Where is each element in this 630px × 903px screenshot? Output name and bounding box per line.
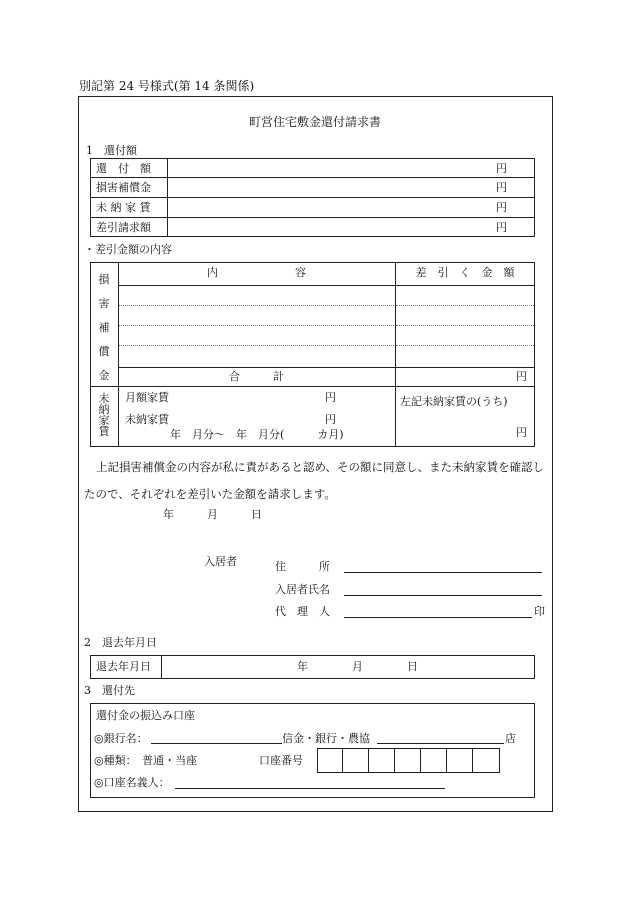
unpaid-period: 年 月分～ 年 月分( カ月) (170, 428, 344, 441)
account-digit-box[interactable] (472, 748, 500, 773)
account-digit-box[interactable] (368, 748, 395, 773)
deduction-heading: ・差引金額の内容 (84, 243, 172, 256)
bank-name-label: ◎銀行名： (94, 732, 148, 745)
account-digit-box[interactable] (317, 748, 343, 773)
claim-amount-field[interactable] (170, 219, 490, 235)
section1-heading: 1 還付額 (86, 144, 137, 157)
statement-line-2: たので、それぞれを差引いた金額を請求します。 (84, 487, 336, 501)
damage-amount-column-field[interactable] (397, 287, 533, 365)
branch-label: 店 (505, 732, 516, 745)
seal-mark: 印 (534, 605, 545, 618)
refund-row-unit: 円 (496, 162, 507, 175)
total-unit: 円 (516, 370, 527, 383)
damage-content-field[interactable] (120, 287, 393, 365)
resident-label: 入居者 (204, 555, 237, 568)
account-digit-box[interactable] (394, 748, 421, 773)
unpaid-rent-unit: 円 (325, 413, 336, 426)
unpaid-row-label: 未 納 家 賃 (96, 201, 151, 214)
resident-name-line[interactable] (344, 595, 542, 596)
branch-name-line[interactable] (377, 743, 504, 744)
moveout-label: 退去年月日 (96, 660, 151, 673)
damage-vertical-1: 損 (98, 273, 110, 286)
claim-row-unit: 円 (496, 221, 507, 234)
agent-label: 代 理 人 (275, 605, 330, 618)
unpaid-vertical-2: 納 (98, 403, 110, 416)
unpaid-vertical-3: 家 (98, 414, 110, 427)
bank-name-line[interactable] (151, 743, 282, 744)
damage-vertical-3: 補 (98, 321, 110, 334)
damage-row-label: 損害補償金 (96, 181, 151, 194)
unpaid-vertical-4: 賃 (98, 425, 110, 438)
unpaid-row-unit: 円 (496, 201, 507, 214)
account-type-label: ◎種類： 普通・当座 (94, 754, 198, 767)
damage-row-unit: 円 (496, 181, 507, 194)
moveout-date: 年 月 日 (297, 660, 418, 673)
section3-heading: 3 還付先 (84, 684, 135, 697)
damage-vertical-4: 償 (98, 345, 110, 358)
damage-vertical-5: 金 (98, 369, 110, 382)
unpaid-vertical-1: 未 (98, 392, 110, 405)
agent-line[interactable] (344, 617, 532, 618)
address-label: 住 所 (275, 560, 330, 573)
account-digit-box[interactable] (342, 748, 369, 773)
claim-row-label: 差引請求額 (96, 221, 151, 234)
unpaid-note-unit: 円 (516, 426, 527, 439)
monthly-rent-unit: 円 (325, 391, 336, 404)
bank-types: 信金・銀行・農協 (282, 732, 370, 745)
monthly-rent-label: 月額家賃 (125, 391, 169, 404)
statement-date: 年 月 日 (163, 508, 262, 521)
unpaid-rent-label: 未納家賃 (125, 413, 169, 426)
total-label: 合 計 (229, 370, 284, 383)
amount-column-header: 差 引 く 金 額 (415, 266, 515, 279)
account-holder-label: ◎口座名義人： (94, 776, 170, 789)
form-title: 町営住宅敷金還付請求書 (248, 115, 381, 129)
address-line[interactable] (344, 572, 542, 573)
account-number-label: 口座番号 (259, 754, 303, 767)
account-digit-box[interactable] (420, 748, 447, 773)
account-holder-line[interactable] (175, 788, 445, 789)
content-column-header: 内 容 (207, 266, 306, 279)
moveout-date-field[interactable] (163, 657, 533, 677)
unpaid-amount-field[interactable] (170, 199, 490, 215)
form-number: 別記第 24 号様式(第 14 条関係) (79, 79, 255, 93)
transfer-account-label: 還付金の振込み口座 (96, 709, 195, 722)
unpaid-note: 左記未納家賃の(うち) (400, 395, 508, 408)
account-digit-box[interactable] (446, 748, 473, 773)
resident-name-label: 入居者氏名 (275, 583, 330, 596)
statement-line-1: 上記損害補償金の内容が私に責があると認め、その額に同意し、また未納家賃を確認し (96, 460, 545, 474)
damage-amount-field[interactable] (170, 179, 490, 195)
refund-amount-field[interactable] (170, 160, 490, 176)
section2-heading: 2 退去年月日 (84, 636, 157, 649)
refund-row-label: 還 付 額 (96, 162, 151, 175)
damage-vertical-2: 害 (98, 297, 110, 310)
